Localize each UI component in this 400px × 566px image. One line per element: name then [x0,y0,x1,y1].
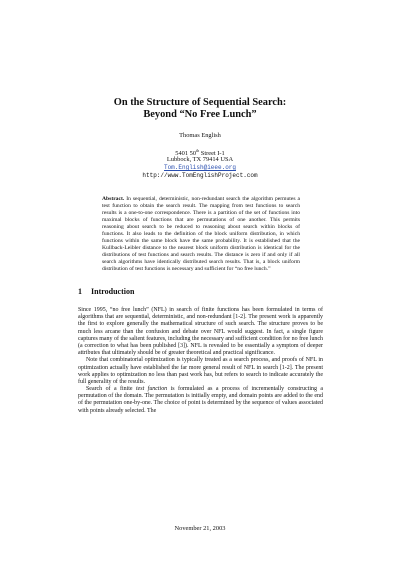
author-name: Thomas English [179,132,221,139]
section-number: 1 [78,287,82,296]
author-city: Lubbock, TX 79414 USA [166,156,234,163]
paragraph-3-start: Search of a finite [86,386,136,393]
paragraph-2: Note that combinatorial optimization is typically treated as a search process, and proofs of NFL in optimization actually have established the far more general result of NFL in search [1-2]. The present work applies to optimization no less than past work has, but refers to search to indicate accurately the full generality of the results. [78,357,323,385]
abstract-label: Abstract. [102,196,125,202]
street-ordinal-suffix: th [196,148,200,153]
paragraph-1: Since 1995, “no free lunch” (NFL) in search of finite functions has been formulated in terms of algorithms that are sequential, deterministic, and non-redundant [1-2]. The present work is apparently the first to explore generally the mathematical structure of such search. The structure proves to be much less arcane than the confusion and debate over NFL would suggest. In fact, a single figure captures many of the salient features, including the necessary and sufficient condition for no free lunch (a correction to what has been published [3]). NFL is revealed to be essentially a symptom of deeper attributes that ultimately should be of greater theoretical and practical significance. [78,307,323,357]
author-website: http://www.TomEnglishProject.com [142,172,258,179]
section-heading [78,287,134,296]
author-email-link[interactable]: Tom.English@ieee.org [163,164,236,171]
paragraph-3 [78,386,323,415]
paragraph-3-rest: is formulated as a process of incrementally constructing a permutation of the domain. The permutation is initially empty, and domain points are added to the end of the permutation one-by-one. The choice of point is determined by the sequence of values associated with points already selected. The [78,386,323,414]
title-line-2: Beyond “No Free Lunch” [143,109,257,120]
footer-date: November 21, 2003 [174,525,226,532]
street-name: Street I-1 [199,150,225,158]
abstract [102,196,300,274]
paper-title [0,97,400,121]
abstract-text: In sequential, deterministic, non-redundant search the algorithm permutes a test function to obtain the search result. The mapping from test functions to search results is a one-to-one correspondence. There is a partition of the set of functions into maximal blocks of functions that are permutations of one another. This permits reasoning about search to be reduced to reasoning about search within blocks of functions. It also leads to the definition of the block uniform distribution, in which functions within the same block have the same probability. It is established that the Kullback-Leibler distance to the nearest block uniform distribution is identical for the distributions of test functions and search results. The distance is zero if and only if all search algorithms have identically distributed search results. That is, a block uniform distribution of test functions is necessary and sufficient for “no free lunch.” [102,196,300,273]
body-text [78,307,323,415]
title-line-1: On the Structure of Sequential Search: [113,97,287,108]
section-title: Introduction [91,287,135,296]
street-number: 5401 50 [175,150,197,158]
paragraph-3-emphasis: test function [136,386,168,393]
